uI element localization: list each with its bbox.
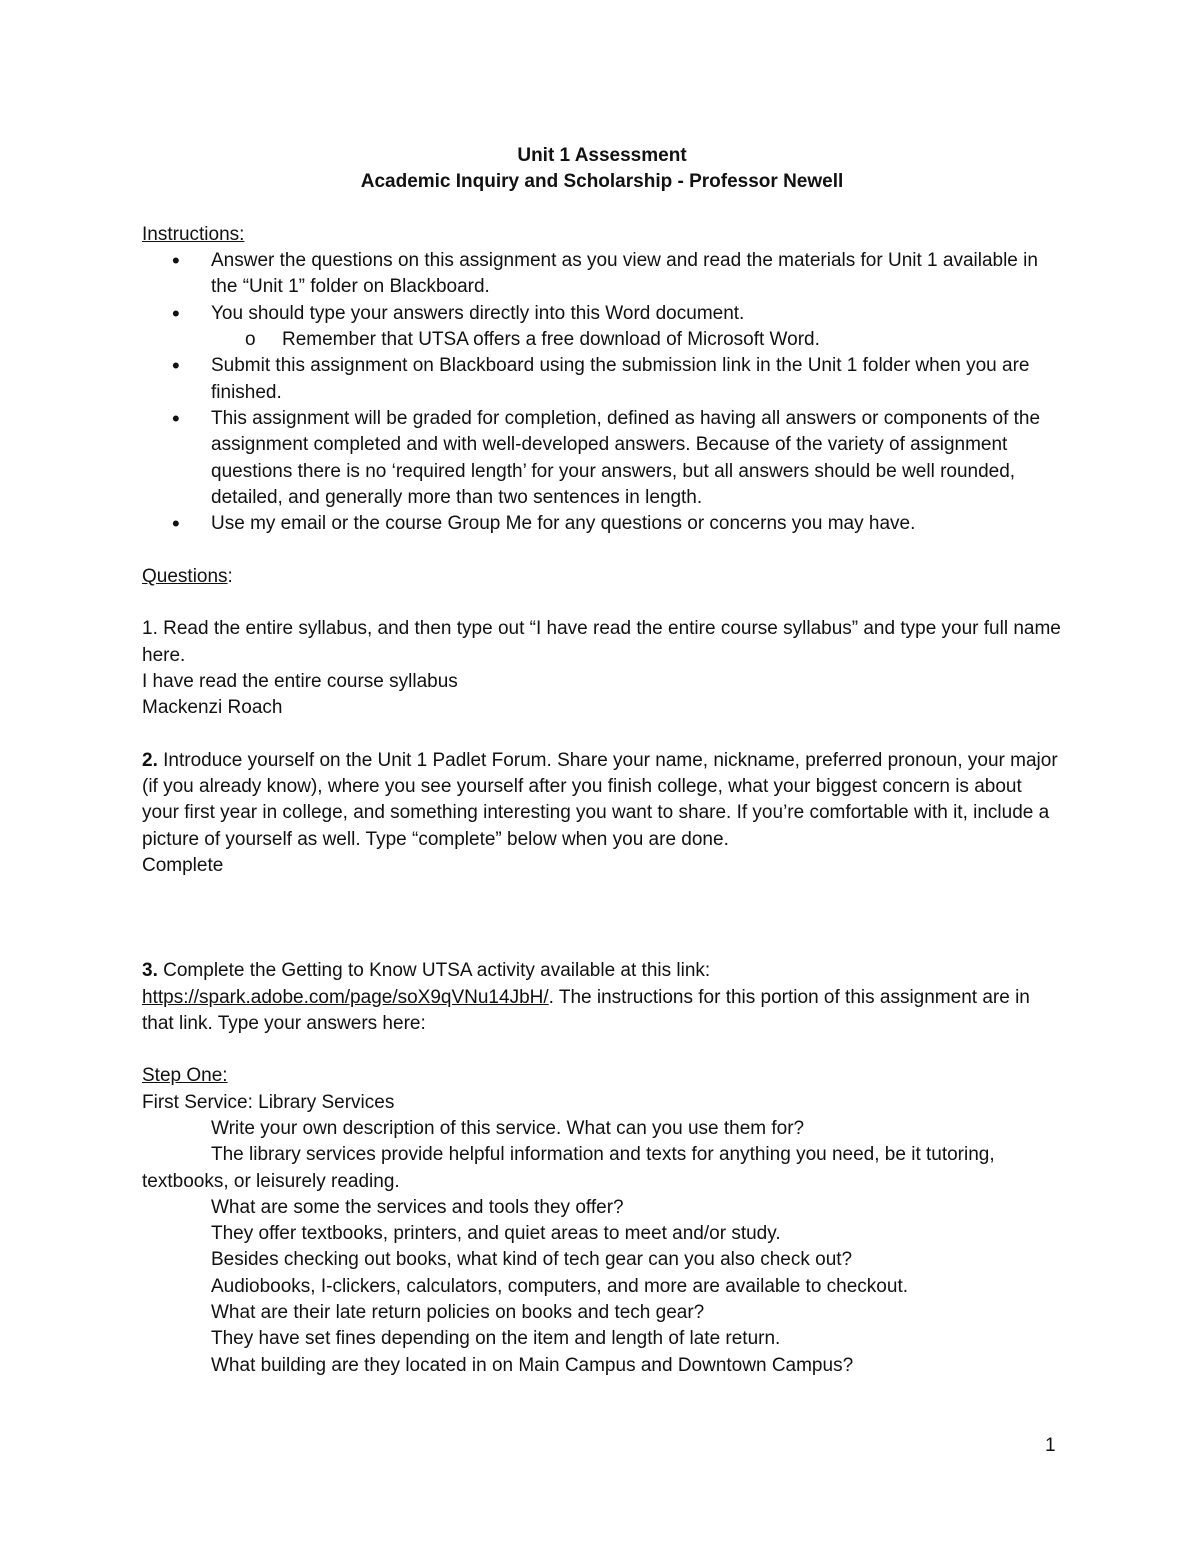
spacer [142, 590, 1062, 616]
instruction-item: • Submit this assignment on Blackboard using the submission link in the Unit 1 folder when you are finished. [142, 353, 1062, 406]
instruction-item: • Answer the questions on this assignment as you view and read the materials for Unit 1 available in the “Unit 1” folder on Blackboard. [142, 248, 1062, 301]
instruction-sublist [211, 327, 1062, 353]
step-one-answer-tools[interactable]: They offer textbooks, printers, and quiet areas to meet and/or study. [211, 1223, 781, 1245]
instruction-item: • Use my email or the course Group Me for any questions or concerns you may have. [142, 511, 1062, 537]
spacer [142, 879, 1062, 932]
step-one-answer-late[interactable]: They have set fines depending on the item and length of late return. [211, 1328, 781, 1350]
instructions-list [142, 248, 1062, 537]
instruction-subitem: o Remember that UTSA offers a free download of Microsoft Word. [142, 327, 1062, 353]
instruction-item: • This assignment will be graded for completion, defined as having all answers or components of the assignment completed and with well-developed answers. Because of the variety of assignment questions there is no ‘required length’ for your answers, but all answers should be well rounded, detailed, and generally more than two sentences in length. [142, 406, 1062, 511]
step-one-answer-description[interactable]: The library services provide helpful information and texts for anything you need, be it tutoring, [211, 1144, 995, 1166]
question-2 [142, 748, 1062, 853]
question-3 [142, 958, 1062, 1037]
step-one-answer-description-cont[interactable]: textbooks, or leisurely reading. [142, 1170, 400, 1192]
step-one-service: First Service: Library Services [142, 1091, 395, 1113]
spacer [142, 932, 1062, 958]
question-1: 1. Read the entire syllabus, and then type out “I have read the entire course syllabus” and type your full name here. [142, 618, 1061, 666]
question-2-text: Introduce yourself on the Unit 1 Padlet Forum. Share your name, nickname, preferred pronoun, your major (if you already know), where you see yourself after you finish college, what your biggest concern is about your first year in college, and something interesting you want to share. If you’re comfortable with it, include a picture of yourself as well. Type “complete” below when you are done. [142, 749, 1058, 850]
document-body [142, 143, 1062, 1379]
questions-heading [142, 564, 1062, 590]
question-2-number: 2. [142, 749, 158, 771]
step-one-question-description: Write your own description of this service. What can you use them for? [211, 1117, 805, 1139]
instructions-heading: Instructions: [142, 223, 245, 245]
step-one-question-building: What building are they located in on Main Campus and Downtown Campus? [211, 1354, 854, 1376]
answer-2[interactable]: Complete [142, 855, 224, 877]
questions-heading-text: Questions [142, 565, 228, 587]
question-3-text-before: Complete the Getting to Know UTSA activity available at this link: [157, 960, 711, 982]
question-3-link[interactable]: https://spark.adobe.com/page/soX9qVNu14JbH/ [142, 986, 549, 1008]
spacer [142, 1037, 1062, 1063]
step-one-answer-tech[interactable]: Audiobooks, I-clickers, calculators, computers, and more are available to checkout. [211, 1275, 908, 1297]
page-number: 1 [1045, 1435, 1056, 1456]
spacer [142, 196, 1062, 222]
step-one-question-tech: Besides checking out books, what kind of tech gear can you also check out? [211, 1249, 853, 1271]
instruction-item-text: You should type your answers directly into this Word document. [211, 302, 745, 324]
question-3-number: 3. [142, 960, 158, 982]
document-subtitle: Academic Inquiry and Scholarship - Professor Newell [360, 171, 844, 193]
document-title: Unit 1 Assessment [517, 145, 687, 166]
step-one-question-tools: What are some the services and tools they offer? [211, 1196, 624, 1218]
spacer [142, 537, 1062, 563]
step-one-heading: Step One: [142, 1065, 228, 1087]
answer-1-line-2[interactable]: Mackenzi Roach [142, 697, 283, 719]
step-one-question-late: What are their late return policies on books and tech gear? [211, 1302, 705, 1324]
instruction-item-with-sub [142, 301, 1062, 354]
questions-heading-colon: : [227, 565, 233, 587]
question-3-text-after: . The instructions for this portion of this assignment are in that link. Type your answers here: [142, 986, 1030, 1034]
answer-1-line-1[interactable]: I have read the entire course syllabus [142, 670, 458, 692]
spacer [142, 722, 1062, 748]
